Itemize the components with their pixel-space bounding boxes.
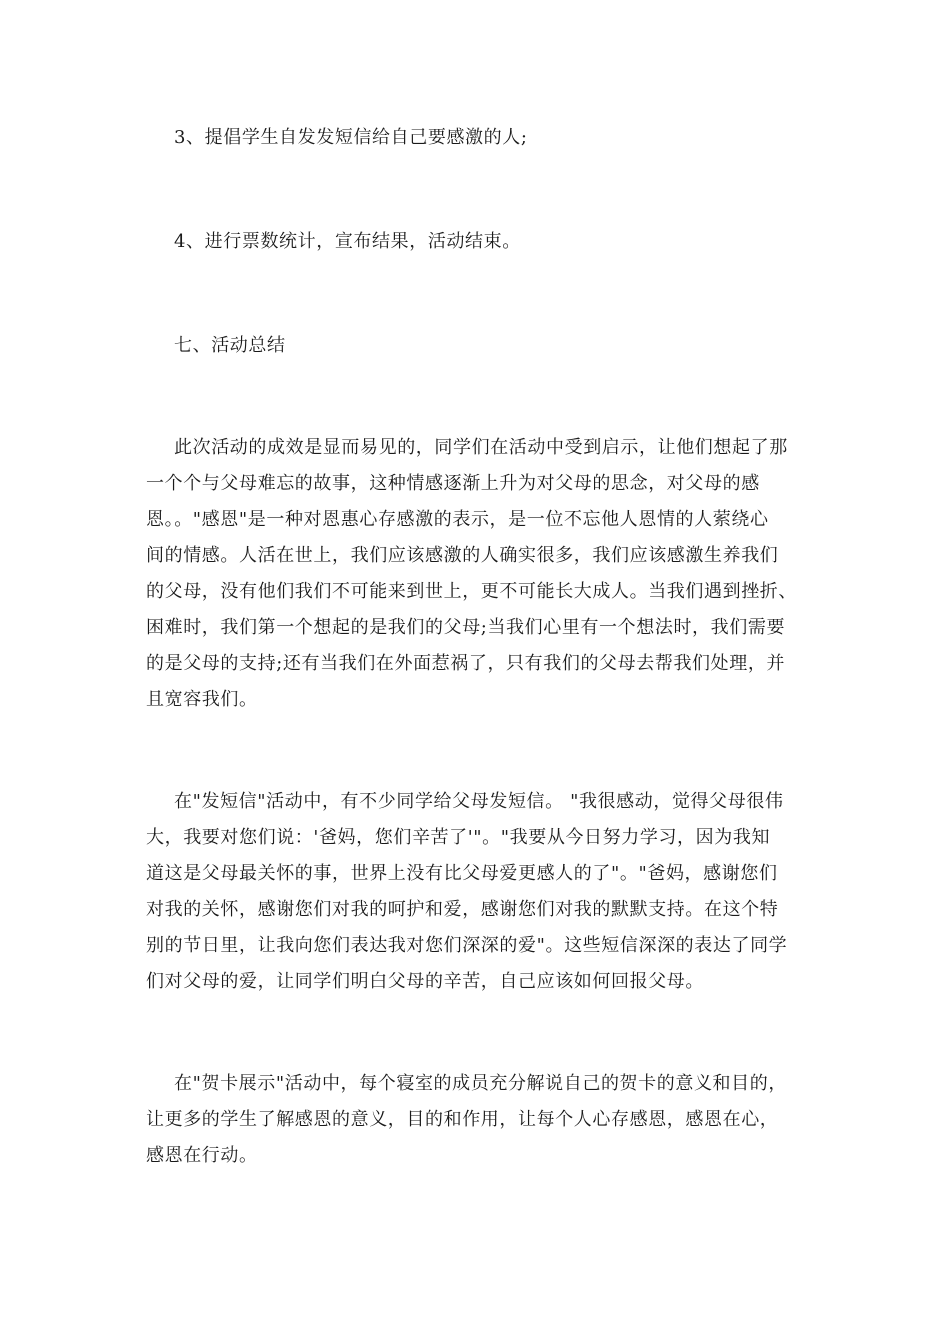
paragraph-line: 恩。。"感恩"是一种对恩惠心存感激的表示，是一位不忘他人恩情的人萦绕心: [146, 509, 769, 530]
paragraph-line: 对我的关怀，感谢您们对我的呵护和爱，感谢您们对我的默默支持。在这个特: [146, 899, 779, 920]
paragraph-line: 感恩在行动。: [146, 1145, 258, 1166]
paragraph-line: 们对父母的爱，让同学们明白父母的辛苦，自己应该如何回报父母。: [146, 971, 704, 992]
paragraph-line: 让更多的学生了解感恩的意义，目的和作用，让每个人心存感恩，感恩在心，: [146, 1109, 779, 1130]
list-item-4: 4、进行票数统计，宣布结果，活动结束。: [174, 231, 521, 252]
list-item-3: 3、提倡学生自发发短信给自己要感激的人;: [174, 127, 528, 148]
paragraph-line: 此次活动的成效是显而易见的，同学们在活动中受到启示，让他们想起了那: [174, 437, 788, 458]
paragraph-line: 困难时，我们第一个想起的是我们的父母;当我们心里有一个想法时，我们需要: [146, 617, 786, 638]
paragraph-line: 在"发短信"活动中，有不少同学给父母发短信。 "我很感动，觉得父母很伟: [174, 791, 784, 812]
section-heading: 七、活动总结: [174, 335, 286, 356]
paragraph-line: 的父母，没有他们我们不可能来到世上，更不可能长大成人。当我们遇到挫折、: [146, 581, 797, 602]
paragraph-line: 道这是父母最关怀的事，世界上没有比父母爱更感人的了"。"爸妈，感谢您们: [146, 863, 778, 884]
paragraph-line: 一个个与父母难忘的故事，这种情感逐渐上升为对父母的思念，对父母的感: [146, 473, 760, 494]
paragraph-line: 间的情感。人活在世上，我们应该感激的人确实很多，我们应该感激生养我们: [146, 545, 779, 566]
paragraph-line: 大，我要对您们说：'爸妈，您们辛苦了'"。"我要从今日努力学习，因为我知: [146, 827, 771, 848]
paragraph-line: 且宽容我们。: [146, 689, 258, 710]
paragraph-line: 别的节日里，让我向您们表达我对您们深深的爱"。这些短信深深的表达了同学: [146, 935, 788, 956]
paragraph-line: 的是父母的支持;还有当我们在外面惹祸了，只有我们的父母去帮我们处理，并: [146, 653, 786, 674]
paragraph-line: 在"贺卡展示"活动中，每个寝室的成员充分解说自己的贺卡的意义和目的，: [174, 1073, 787, 1094]
